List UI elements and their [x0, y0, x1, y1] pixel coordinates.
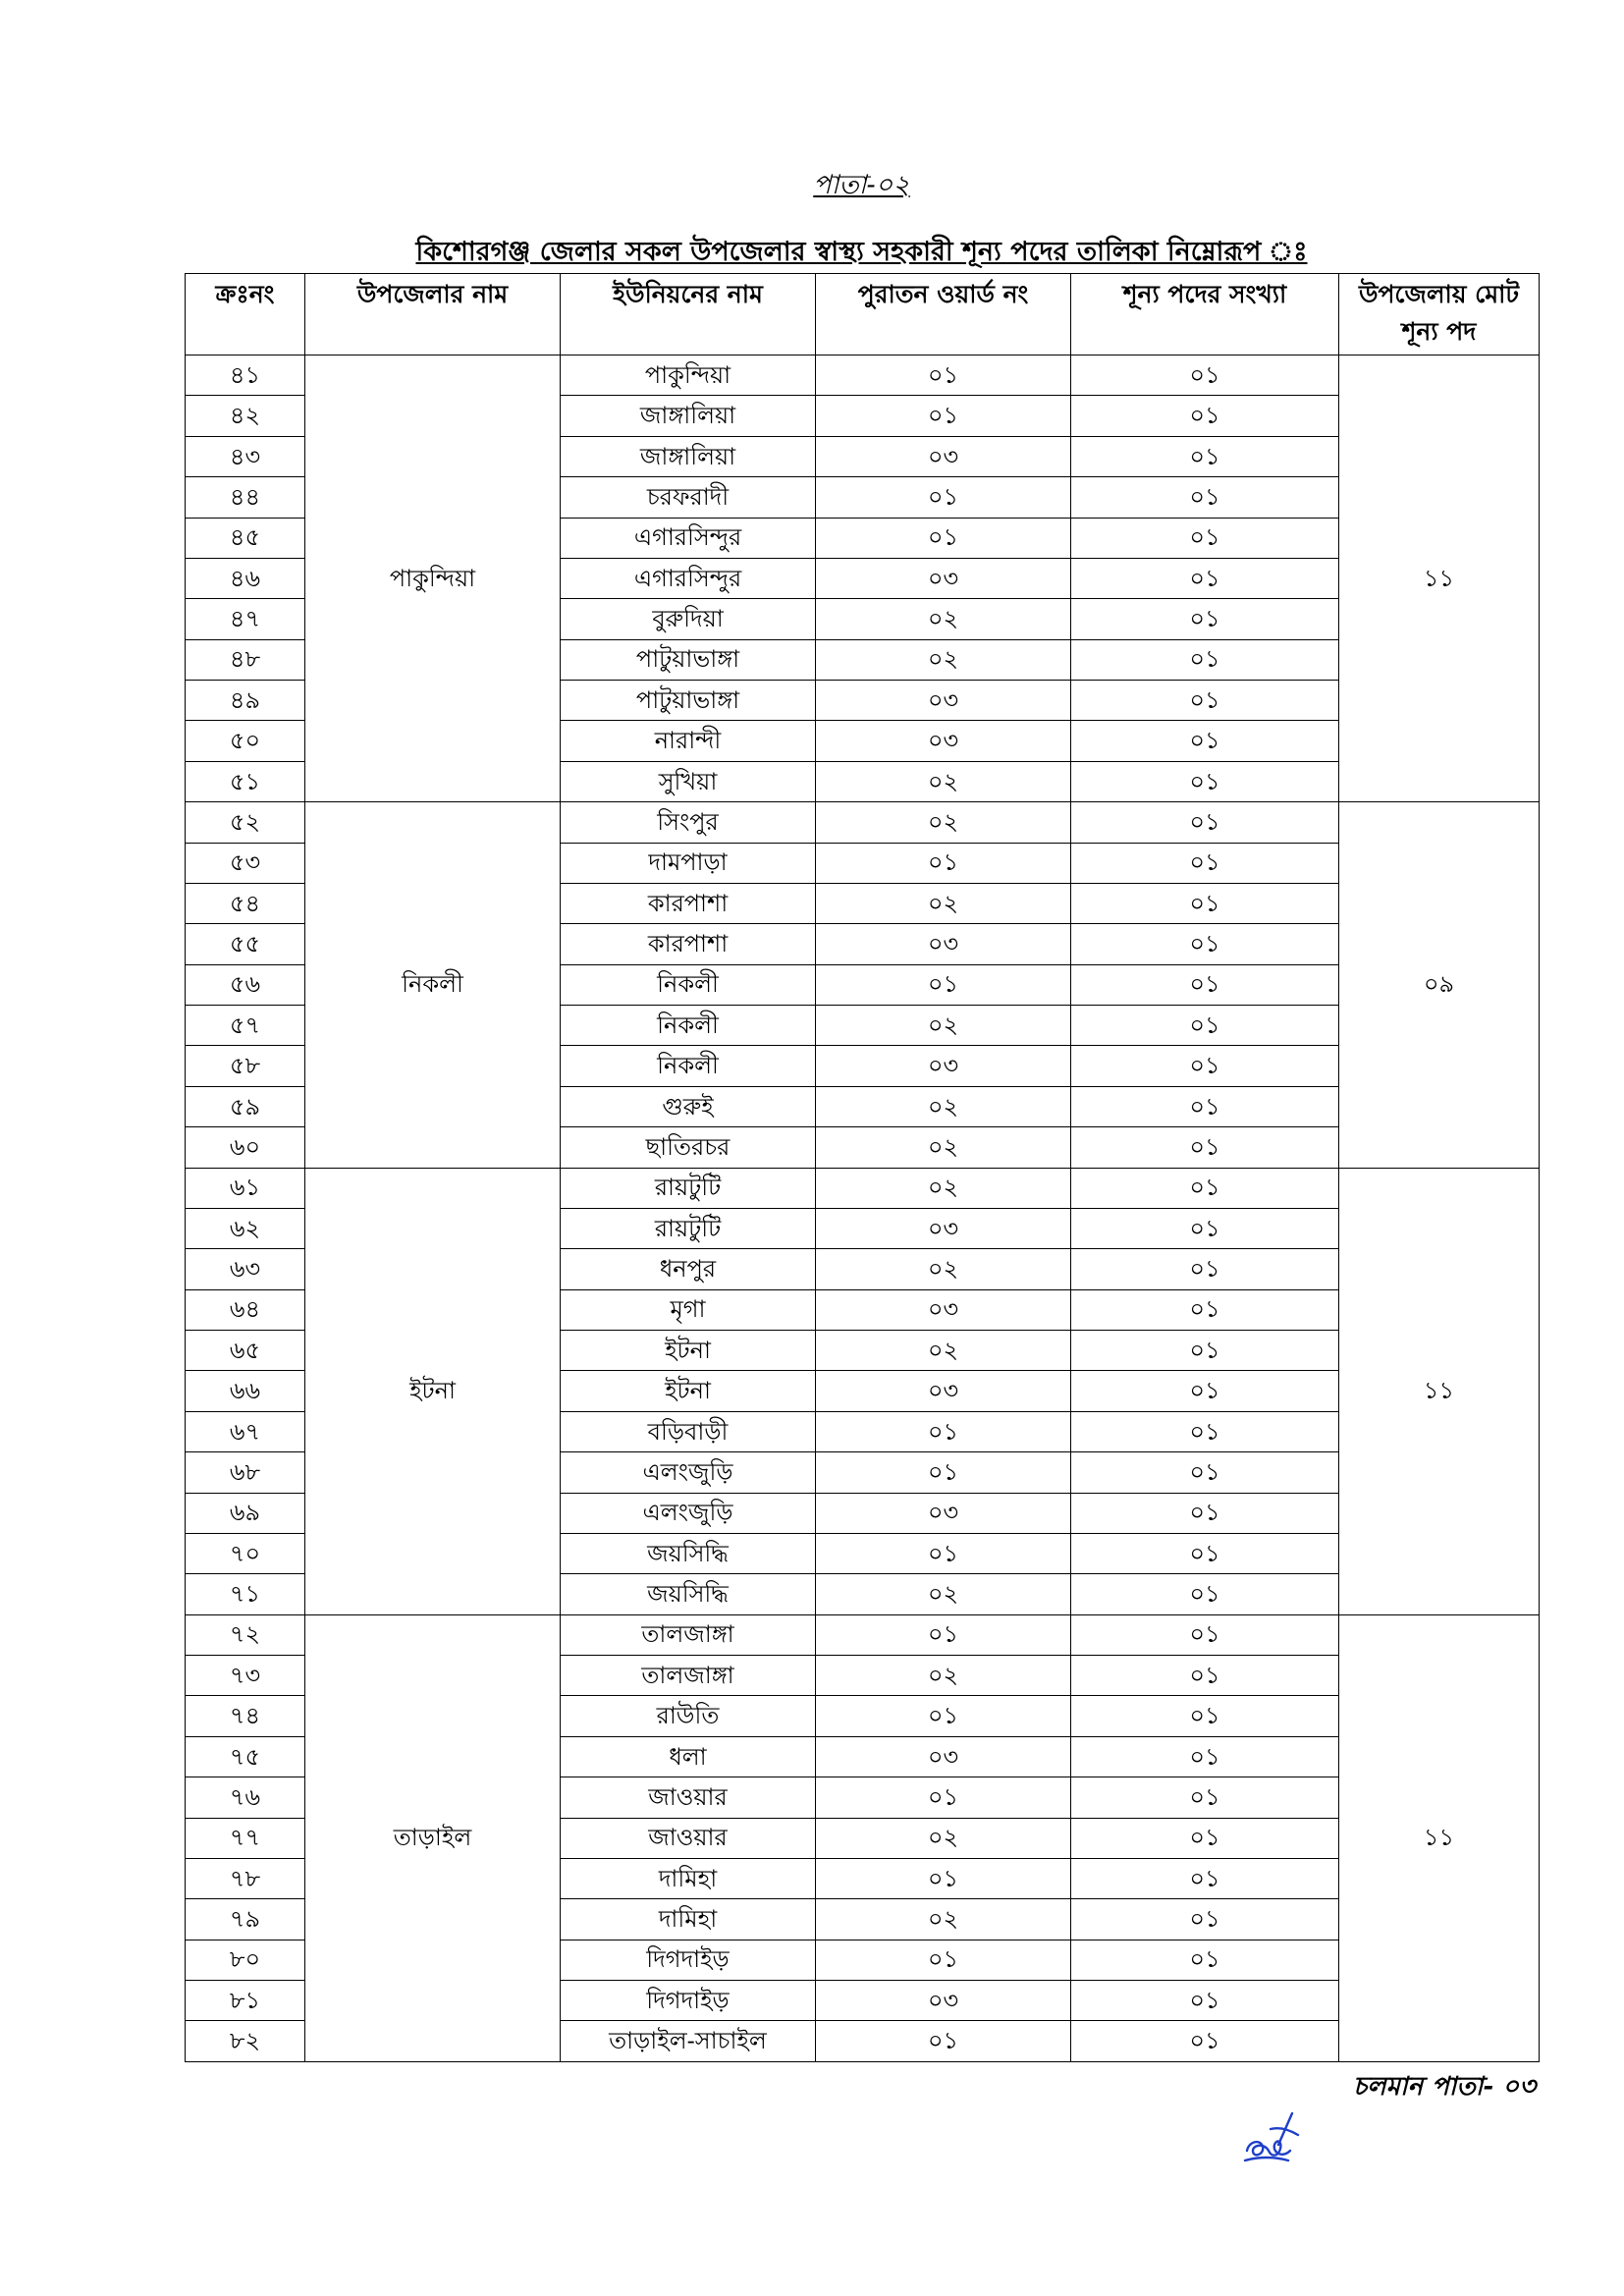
vacancy-count-cell: ০১ — [1071, 518, 1339, 558]
serial-no-cell: ৭৪ — [186, 1696, 305, 1736]
union-name-cell: বড়িবাড়ী — [561, 1411, 816, 1451]
serial-no-cell: ৭৫ — [186, 1736, 305, 1777]
serial-no-cell: ৪৪ — [186, 477, 305, 518]
table-row — [186, 1614, 1540, 1655]
vacancy-count-cell: ০১ — [1071, 1006, 1339, 1046]
serial-no-cell: ৬৬ — [186, 1371, 305, 1411]
union-name-cell: ইটনা — [561, 1371, 816, 1411]
serial-no-cell: ৪২ — [186, 396, 305, 436]
vacancy-count-cell: ০১ — [1071, 1168, 1339, 1208]
header-upazila-name: উপজেলার নাম — [305, 274, 561, 355]
union-name-cell: দামপাড়া — [561, 843, 816, 883]
serial-no-cell: ৭০ — [186, 1533, 305, 1573]
old-ward-no-cell: ০৩ — [816, 1736, 1071, 1777]
vacancy-count-cell: ০১ — [1071, 396, 1339, 436]
old-ward-no-cell: ০২ — [816, 1818, 1071, 1858]
serial-no-cell: ৭২ — [186, 1614, 305, 1655]
old-ward-no-cell: ০২ — [816, 761, 1071, 801]
serial-no-cell: ৬৫ — [186, 1331, 305, 1371]
document-title — [185, 232, 1539, 276]
union-name-cell: তাড়াইল-সাচাইল — [561, 2021, 816, 2061]
handwritten-signature — [1241, 2105, 1306, 2170]
table-row — [186, 1168, 1540, 1208]
old-ward-no-cell: ০৩ — [816, 1289, 1071, 1330]
table-header — [186, 274, 1540, 355]
union-name-cell: তালজাঙ্গা — [561, 1614, 816, 1655]
serial-no-cell: ৪১ — [186, 355, 305, 396]
union-name-cell: ধলা — [561, 1736, 816, 1777]
serial-no-cell: ৭৭ — [186, 1818, 305, 1858]
header-upazila-total-vacancy: উপজেলায় মোট শূন্য পদ — [1339, 274, 1540, 355]
upazila-name-cell: তাড়াইল — [305, 1614, 561, 2061]
old-ward-no-cell: ০১ — [816, 1452, 1071, 1493]
upazila-total-vacancy-cell: ১১ — [1339, 1168, 1540, 1614]
union-name-cell: কারপাশা — [561, 883, 816, 923]
vacancy-count-cell: ০১ — [1071, 2021, 1339, 2061]
old-ward-no-cell: ০২ — [816, 1331, 1071, 1371]
serial-no-cell: ৫৫ — [186, 924, 305, 964]
old-ward-no-cell: ০১ — [816, 1533, 1071, 1573]
union-name-cell: দামিহা — [561, 1899, 816, 1940]
vacancy-count-cell: ০১ — [1071, 639, 1339, 680]
serial-no-cell: ৭৮ — [186, 1858, 305, 1898]
union-name-cell: কারপাশা — [561, 924, 816, 964]
union-name-cell: দিগদাইড় — [561, 1981, 816, 2021]
serial-no-cell: ৪৫ — [186, 518, 305, 558]
serial-no-cell: ৬৪ — [186, 1289, 305, 1330]
header-serial-no: ক্রঃনং — [186, 274, 305, 355]
union-name-cell: সিংপুর — [561, 802, 816, 843]
vacancy-count-cell: ০১ — [1071, 721, 1339, 761]
union-name-cell: নিকলী — [561, 1006, 816, 1046]
vacancy-table — [185, 273, 1540, 2062]
vacancy-count-cell: ০১ — [1071, 1208, 1339, 1248]
vacancy-count-cell: ০১ — [1071, 883, 1339, 923]
vacancy-count-cell: ০১ — [1071, 964, 1339, 1005]
old-ward-no-cell: ০৩ — [816, 1208, 1071, 1248]
union-name-cell: সুখিয়া — [561, 761, 816, 801]
union-name-cell: ছাতিরচর — [561, 1127, 816, 1168]
vacancy-count-cell: ০১ — [1071, 1046, 1339, 1086]
old-ward-no-cell: ০২ — [816, 1656, 1071, 1696]
union-name-cell: জয়সিদ্ধি — [561, 1574, 816, 1614]
vacancy-count-cell: ০১ — [1071, 1533, 1339, 1573]
vacancy-count-cell: ০১ — [1071, 1331, 1339, 1371]
vacancy-count-cell: ০১ — [1071, 1899, 1339, 1940]
table-row — [186, 355, 1540, 396]
union-name-cell: জাঙ্গালিয়া — [561, 396, 816, 436]
old-ward-no-cell: ০১ — [816, 1614, 1071, 1655]
upazila-name-cell: নিকলী — [305, 802, 561, 1168]
upazila-name-cell: ইটনা — [305, 1168, 561, 1614]
serial-no-cell: ৪৭ — [186, 599, 305, 639]
union-name-cell: নিকলী — [561, 964, 816, 1005]
vacancy-count-cell: ০১ — [1071, 802, 1339, 843]
serial-no-cell: ৬৯ — [186, 1493, 305, 1533]
serial-no-cell: ৫২ — [186, 802, 305, 843]
vacancy-count-cell: ০১ — [1071, 1289, 1339, 1330]
old-ward-no-cell: ০২ — [816, 883, 1071, 923]
old-ward-no-cell: ০২ — [816, 1127, 1071, 1168]
old-ward-no-cell: ০১ — [816, 1858, 1071, 1898]
vacancy-count-cell: ০১ — [1071, 1940, 1339, 1980]
vacancy-count-cell: ০১ — [1071, 1086, 1339, 1126]
vacancy-count-cell: ০১ — [1071, 924, 1339, 964]
header-old-ward-no: পুরাতন ওয়ার্ড নং — [816, 274, 1071, 355]
old-ward-no-cell: ০১ — [816, 843, 1071, 883]
old-ward-no-cell: ০১ — [816, 1940, 1071, 1980]
old-ward-no-cell: ০১ — [816, 1777, 1071, 1818]
table-body — [186, 355, 1540, 2062]
vacancy-count-cell: ০১ — [1071, 1371, 1339, 1411]
vacancy-count-cell: ০১ — [1071, 1818, 1339, 1858]
old-ward-no-cell: ০৩ — [816, 681, 1071, 721]
table-header-row — [186, 274, 1540, 355]
old-ward-no-cell: ০২ — [816, 1574, 1071, 1614]
union-name-cell: জাওয়ার — [561, 1777, 816, 1818]
vacancy-count-cell: ০১ — [1071, 843, 1339, 883]
table-row — [186, 802, 1540, 843]
upazila-total-vacancy-cell: ১১ — [1339, 355, 1540, 802]
union-name-cell: রায়টুটি — [561, 1168, 816, 1208]
old-ward-no-cell: ০১ — [816, 477, 1071, 518]
vacancy-count-cell: ০১ — [1071, 1656, 1339, 1696]
serial-no-cell: ৪৩ — [186, 436, 305, 476]
union-name-cell: জাওয়ার — [561, 1818, 816, 1858]
vacancy-count-cell: ০১ — [1071, 1127, 1339, 1168]
header-vacancy-count: শূন্য পদের সংখ্যা — [1071, 274, 1339, 355]
old-ward-no-cell: ০৩ — [816, 1371, 1071, 1411]
serial-no-cell: ৪৮ — [186, 639, 305, 680]
old-ward-no-cell: ০২ — [816, 1086, 1071, 1126]
old-ward-no-cell: ০১ — [816, 1411, 1071, 1451]
union-name-cell: ইটনা — [561, 1331, 816, 1371]
old-ward-no-cell: ০৩ — [816, 1981, 1071, 2021]
serial-no-cell: ৬৮ — [186, 1452, 305, 1493]
union-name-cell: ধনপুর — [561, 1249, 816, 1289]
old-ward-no-cell: ০২ — [816, 1006, 1071, 1046]
union-name-cell: জাঙ্গালিয়া — [561, 436, 816, 476]
vacancy-count-cell: ০১ — [1071, 1858, 1339, 1898]
serial-no-cell: ৫৬ — [186, 964, 305, 1005]
vacancy-count-cell: ০১ — [1071, 1777, 1339, 1818]
vacancy-count-cell: ০১ — [1071, 681, 1339, 721]
vacancy-count-cell: ০১ — [1071, 1249, 1339, 1289]
union-name-cell: তালজাঙ্গা — [561, 1656, 816, 1696]
serial-no-cell: ৮০ — [186, 1940, 305, 1980]
old-ward-no-cell: ০১ — [816, 1696, 1071, 1736]
union-name-cell: জয়সিদ্ধি — [561, 1533, 816, 1573]
vacancy-count-cell: ০১ — [1071, 477, 1339, 518]
serial-no-cell: ৬৭ — [186, 1411, 305, 1451]
serial-no-cell: ৭৩ — [186, 1656, 305, 1696]
old-ward-no-cell: ০৩ — [816, 1046, 1071, 1086]
union-name-cell: এগারসিন্দুর — [561, 558, 816, 598]
serial-no-cell: ৮২ — [186, 2021, 305, 2061]
serial-no-cell: ৫৮ — [186, 1046, 305, 1086]
serial-no-cell: ৮১ — [186, 1981, 305, 2021]
old-ward-no-cell: ০২ — [816, 1899, 1071, 1940]
vacancy-count-cell: ০১ — [1071, 436, 1339, 476]
union-name-cell: মৃগা — [561, 1289, 816, 1330]
serial-no-cell: ৭৬ — [186, 1777, 305, 1818]
union-name-cell: দামিহা — [561, 1858, 816, 1898]
vacancy-count-cell: ০১ — [1071, 558, 1339, 598]
page-number-label — [185, 165, 1539, 209]
serial-no-cell: ৭৯ — [186, 1899, 305, 1940]
union-name-cell: এগারসিন্দুর — [561, 518, 816, 558]
union-name-cell: রায়টুটি — [561, 1208, 816, 1248]
serial-no-cell: ৪৯ — [186, 681, 305, 721]
old-ward-no-cell: ০২ — [816, 802, 1071, 843]
old-ward-no-cell: ০১ — [816, 355, 1071, 396]
union-name-cell: পাটুয়াভাঙ্গা — [561, 681, 816, 721]
serial-no-cell: ৫১ — [186, 761, 305, 801]
page-number-text: পাতা-০২ — [813, 170, 910, 200]
vacancy-count-cell: ০১ — [1071, 1736, 1339, 1777]
signature-stroke — [1245, 2158, 1288, 2160]
serial-no-cell: ৫৭ — [186, 1006, 305, 1046]
vacancy-count-cell: ০১ — [1071, 761, 1339, 801]
old-ward-no-cell: ০৩ — [816, 721, 1071, 761]
upazila-total-vacancy-cell: ০৯ — [1339, 802, 1540, 1168]
serial-no-cell: ৫৯ — [186, 1086, 305, 1126]
serial-no-cell: ৬১ — [186, 1168, 305, 1208]
old-ward-no-cell: ০১ — [816, 964, 1071, 1005]
vacancy-count-cell: ০১ — [1071, 1981, 1339, 2021]
union-name-cell: পাটুয়াভাঙ্গা — [561, 639, 816, 680]
union-name-cell: চরফরাদী — [561, 477, 816, 518]
union-name-cell: নিকলী — [561, 1046, 816, 1086]
serial-no-cell: ৫০ — [186, 721, 305, 761]
document-title-text: কিশোরগঞ্জ জেলার সকল উপজেলার স্বাস্থ্য সহকারী শূন্য পদের তালিকা নিম্নোরূপ ঃ — [415, 237, 1308, 267]
old-ward-no-cell: ০২ — [816, 1249, 1071, 1289]
serial-no-cell: ৪৬ — [186, 558, 305, 598]
old-ward-no-cell: ০২ — [816, 1168, 1071, 1208]
serial-no-cell: ৬২ — [186, 1208, 305, 1248]
serial-no-cell: ৭১ — [186, 1574, 305, 1614]
union-name-cell: রাউতি — [561, 1696, 816, 1736]
old-ward-no-cell: ০১ — [816, 518, 1071, 558]
old-ward-no-cell: ০১ — [816, 396, 1071, 436]
serial-no-cell: ৬০ — [186, 1127, 305, 1168]
old-ward-no-cell: ০৩ — [816, 1493, 1071, 1533]
vacancy-count-cell: ০১ — [1071, 1493, 1339, 1533]
upazila-total-vacancy-cell: ১১ — [1339, 1614, 1540, 2061]
union-name-cell: এলংজুড়ি — [561, 1452, 816, 1493]
old-ward-no-cell: ০৩ — [816, 558, 1071, 598]
vacancy-count-cell: ০১ — [1071, 1411, 1339, 1451]
union-name-cell: এলংজুড়ি — [561, 1493, 816, 1533]
union-name-cell: পাকুন্দিয়া — [561, 355, 816, 396]
union-name-cell: দিগদাইড় — [561, 1940, 816, 1980]
vacancy-count-cell: ০১ — [1071, 599, 1339, 639]
header-union-name: ইউনিয়নের নাম — [561, 274, 816, 355]
union-name-cell: বুরুদিয়া — [561, 599, 816, 639]
old-ward-no-cell: ০১ — [816, 2021, 1071, 2061]
vacancy-count-cell: ০১ — [1071, 1574, 1339, 1614]
old-ward-no-cell: ০২ — [816, 599, 1071, 639]
signature-stroke — [1247, 2142, 1290, 2156]
union-name-cell: গুরুই — [561, 1086, 816, 1126]
vacancy-count-cell: ০১ — [1071, 355, 1339, 396]
vacancy-count-cell: ০১ — [1071, 1452, 1339, 1493]
serial-no-cell: ৫৪ — [186, 883, 305, 923]
union-name-cell: নারান্দী — [561, 721, 816, 761]
old-ward-no-cell: ০৩ — [816, 436, 1071, 476]
serial-no-cell: ৬৩ — [186, 1249, 305, 1289]
old-ward-no-cell: ০৩ — [816, 924, 1071, 964]
vacancy-count-cell: ০১ — [1071, 1614, 1339, 1655]
upazila-name-cell: পাকুন্দিয়া — [305, 355, 561, 802]
serial-no-cell: ৫৩ — [186, 843, 305, 883]
continued-page-note: চলমান পাতা- ০৩ — [1353, 2072, 1536, 2102]
old-ward-no-cell: ০২ — [816, 639, 1071, 680]
vacancy-count-cell: ০১ — [1071, 1696, 1339, 1736]
